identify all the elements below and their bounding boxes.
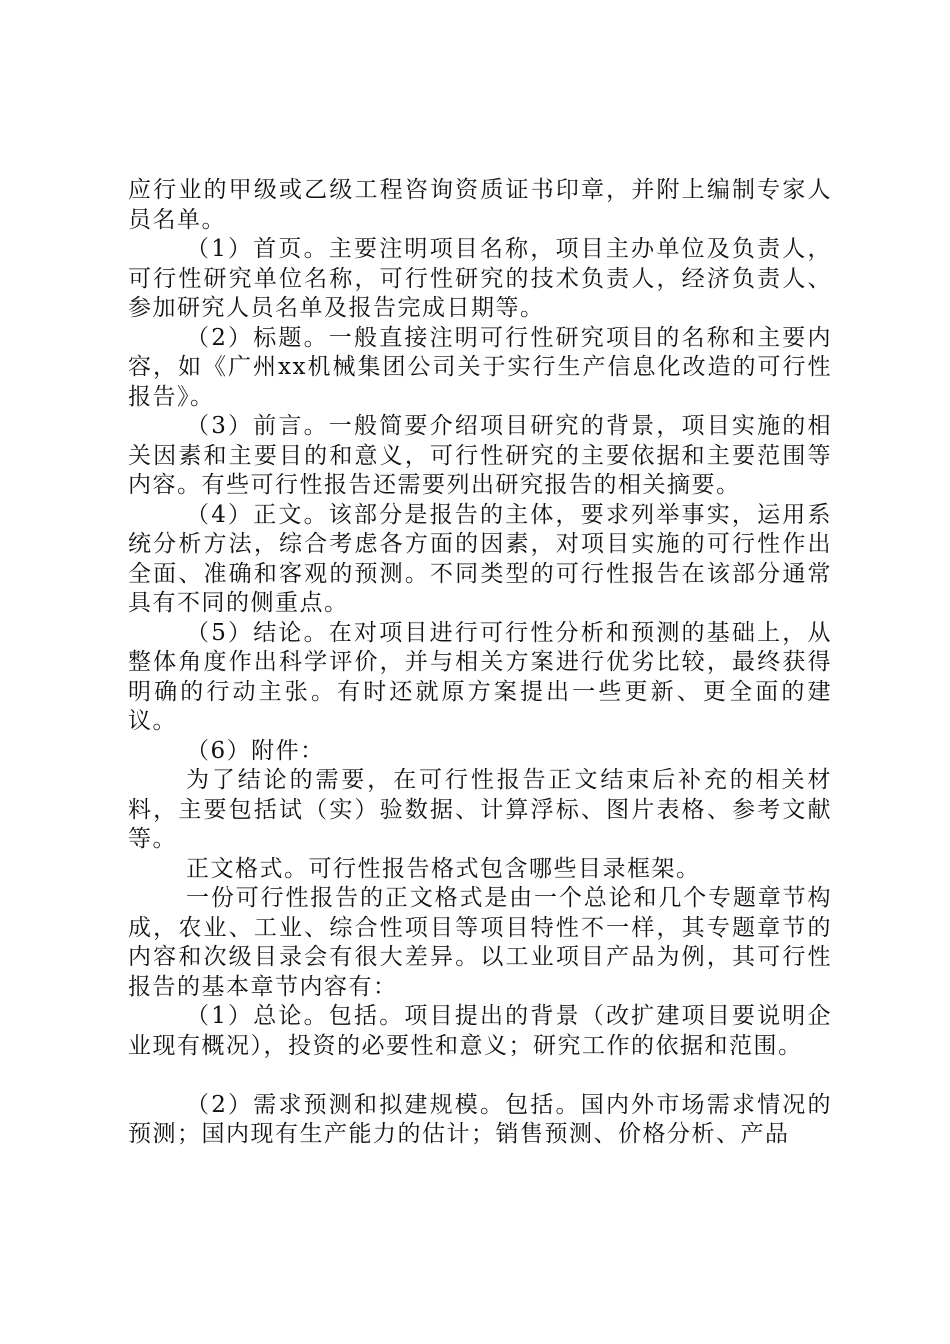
document-body (128, 176, 832, 1150)
paragraph-1: （1）首页。主要注明项目名称，项目主办单位及负责人，可行性研究单位名称，可行性研究的技术负责人，经济负责人、参加研究人员名单及报告完成日期等。 (128, 236, 832, 321)
paragraph-11: （2）需求预测和拟建规模。包括。国内外市场需求情况的预测；国内现有生产能力的估计；销售预测、价格分析、产品 (128, 1091, 832, 1147)
paragraph-6: （6）附件： (186, 737, 325, 764)
paragraph-0: 应行业的甲级或乙级工程咨询资质证书印章，并附上编制专家人员名单。 (128, 177, 832, 233)
paragraph-9: 一份可行性报告的正文格式是由一个总论和几个专题章节构成，农业、工业、综合性项目等项目特性不一样，其专题章节的内容和次级目录会有很大差异。以工业项目产品为例，其可行性报告的基本章节内容有： (128, 885, 832, 1000)
paragraph-5: （5）结论。在对项目进行可行性分析和预测的基础上，从整体角度作出科学评价，并与相关方案进行优劣比较，最终获得明确的行动主张。有时还就原方案提出一些更新、更全面的建议。 (128, 619, 832, 734)
paragraph-2: （2）标题。一般直接注明可行性研究项目的名称和主要内容，如《广州xx机械集团公司关于实行生产信息化改造的可行性报告》。 (128, 324, 832, 410)
paragraph-10: （1）总论。包括。项目提出的背景（改扩建项目要说明企业现有概况），投资的必要性和意义；研究工作的依据和范围。 (128, 1003, 832, 1059)
paragraph-3: （3）前言。一般简要介绍项目研究的背景，项目实施的相关因素和主要目的和意义，可行性研究的主要依据和主要范围等内容。有些可行性报告还需要列出研究报告的相关摘要。 (128, 413, 832, 498)
paragraph-4: （4）正文。该部分是报告的主体，要求列举事实，运用系统分析方法，综合考虑各方面的因素，对项目实施的可行性作出全面、准确和客观的预测。不同类型的可行性报告在该部分通常具有不同的侧重点。 (128, 501, 832, 616)
paragraph-spacer (128, 1061, 832, 1091)
paragraph-7: 为了结论的需要，在可行性报告正文结束后补充的相关材料，主要包括试（实）验数据、计算浮标、图片表格、参考文献等。 (128, 767, 832, 852)
paragraph-8: 正文格式。可行性报告格式包含哪些目录框架。 (186, 855, 701, 882)
